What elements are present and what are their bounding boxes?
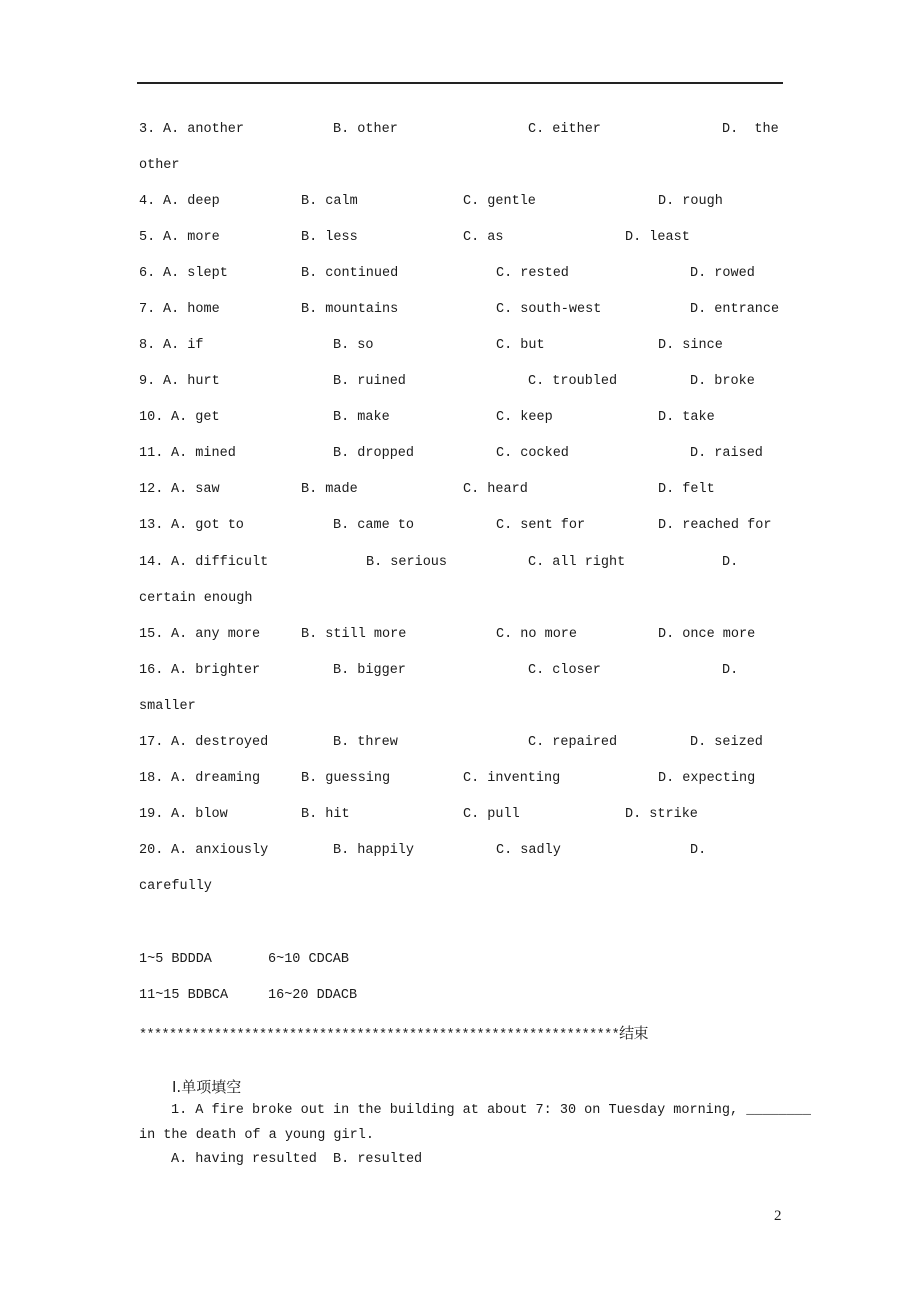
option-b: B. make xyxy=(333,410,390,425)
option-c: C. south-west xyxy=(496,302,602,317)
section-title: Ⅰ.单项填空 xyxy=(172,1078,242,1096)
option-a: A. get xyxy=(171,410,220,425)
option-b: B. continued xyxy=(301,266,399,281)
header-rule xyxy=(137,82,783,84)
answer-key-1-5: 1~5 BDDDA xyxy=(139,952,212,967)
option-a: A. saw xyxy=(171,482,220,497)
option-a: A. home xyxy=(163,302,220,317)
question-number: 9. xyxy=(139,374,156,389)
option-b: B. other xyxy=(333,122,398,137)
option-a: A. got to xyxy=(171,518,244,533)
question-number: 13. xyxy=(139,518,164,533)
option-d: D. reached for xyxy=(658,518,772,533)
option-d: D. rowed xyxy=(690,266,755,281)
option-c: C. either xyxy=(528,122,601,137)
option-b: B. threw xyxy=(333,735,398,750)
option-d: D. strike xyxy=(625,807,698,822)
option-a: A. another xyxy=(163,122,245,137)
option-c: C. troubled xyxy=(528,374,618,389)
option-d: D. raised xyxy=(690,446,763,461)
option-a: A. deep xyxy=(163,194,220,209)
option-c: C. cocked xyxy=(496,446,569,461)
option-c: C. but xyxy=(496,338,545,353)
star-divider xyxy=(139,1025,648,1044)
question-number: 8. xyxy=(139,338,156,353)
option-c: C. pull xyxy=(463,807,520,822)
option-c: C. repaired xyxy=(528,735,618,750)
option-d: D. xyxy=(722,663,739,678)
option-d: D. xyxy=(690,843,707,858)
option-a: A. if xyxy=(163,338,204,353)
option-a: A. blow xyxy=(171,807,228,822)
option-d: D. take xyxy=(658,410,715,425)
option-c: C. gentle xyxy=(463,194,536,209)
option-a: A. hurt xyxy=(163,374,220,389)
option-c: C. all right xyxy=(528,555,626,570)
question-number: 7. xyxy=(139,302,156,317)
question-number: 14. xyxy=(139,555,164,570)
question-number: 10. xyxy=(139,410,164,425)
answer-key-16-20: 16~20 DDACB xyxy=(268,988,358,1003)
option-d-wrap: carefully xyxy=(139,879,212,894)
end-label: 结束 xyxy=(619,1024,648,1042)
option-b: B. ruined xyxy=(333,374,406,389)
option-a: A. slept xyxy=(163,266,228,281)
question-number: 18. xyxy=(139,771,164,786)
option-b: B. came to xyxy=(333,518,415,533)
option-d: D. the xyxy=(722,122,779,137)
question-number: 3. xyxy=(139,122,156,137)
answer-key-6-10: 6~10 CDCAB xyxy=(268,952,350,967)
question-number: 19. xyxy=(139,807,164,822)
option-d: D. felt xyxy=(658,482,715,497)
option-d: D. broke xyxy=(690,374,755,389)
option-b: B. serious xyxy=(366,555,448,570)
question-number: 20. xyxy=(139,843,164,858)
option-b: B. mountains xyxy=(301,302,399,317)
question-number: 4. xyxy=(139,194,156,209)
option-b: B. still more xyxy=(301,627,407,642)
option-d-wrap: certain enough xyxy=(139,591,253,606)
option-a: A. brighter xyxy=(171,663,261,678)
question-number: 11. xyxy=(139,446,164,461)
question-1-line-2: in the death of a young girl. xyxy=(139,1128,374,1143)
option-c: C. rested xyxy=(496,266,569,281)
option-c: C. closer xyxy=(528,663,601,678)
option-b: B. made xyxy=(301,482,358,497)
option-d: D. rough xyxy=(658,194,723,209)
option-b: B. dropped xyxy=(333,446,415,461)
option-a: A. dreaming xyxy=(171,771,261,786)
page-number: 2 xyxy=(774,1208,782,1224)
question-number: 16. xyxy=(139,663,164,678)
option-b: B. so xyxy=(333,338,374,353)
option-d: D. least xyxy=(625,230,690,245)
option-b: B. hit xyxy=(301,807,350,822)
question-number: 17. xyxy=(139,735,164,750)
option-a: A. mined xyxy=(171,446,236,461)
question-1-line-1: 1. A fire broke out in the building at about 7: 30 on Tuesday morning, ________ xyxy=(171,1103,812,1118)
option-a: A. more xyxy=(163,230,220,245)
option-c: C. heard xyxy=(463,482,528,497)
option-d: D. xyxy=(722,555,739,570)
option-a: A. difficult xyxy=(171,555,269,570)
option-b: B. bigger xyxy=(333,663,406,678)
question-number: 6. xyxy=(139,266,156,281)
option-b: B. happily xyxy=(333,843,415,858)
option-c: C. inventing xyxy=(463,771,561,786)
option-a: A. destroyed xyxy=(171,735,269,750)
option-c: C. sent for xyxy=(496,518,586,533)
star-line: **************************************************************** xyxy=(139,1028,620,1043)
option-a: A. anxiously xyxy=(171,843,269,858)
option-c: C. no more xyxy=(496,627,578,642)
question-1-options: A. having resulted B. resulted xyxy=(171,1152,423,1167)
option-c: C. sadly xyxy=(496,843,561,858)
answer-key-11-15: 11~15 BDBCA xyxy=(139,988,229,1003)
option-b: B. less xyxy=(301,230,358,245)
option-d: D. seized xyxy=(690,735,763,750)
option-b: B. guessing xyxy=(301,771,391,786)
question-number: 12. xyxy=(139,482,164,497)
option-b: B. calm xyxy=(301,194,358,209)
option-d-wrap: smaller xyxy=(139,699,196,714)
option-c: C. as xyxy=(463,230,504,245)
question-number: 15. xyxy=(139,627,164,642)
option-d: D. entrance xyxy=(690,302,780,317)
option-d: D. expecting xyxy=(658,771,756,786)
option-a: A. any more xyxy=(171,627,261,642)
option-d: D. once more xyxy=(658,627,756,642)
option-c: C. keep xyxy=(496,410,553,425)
option-d: D. since xyxy=(658,338,723,353)
option-d-wrap: other xyxy=(139,158,180,173)
question-number: 5. xyxy=(139,230,156,245)
